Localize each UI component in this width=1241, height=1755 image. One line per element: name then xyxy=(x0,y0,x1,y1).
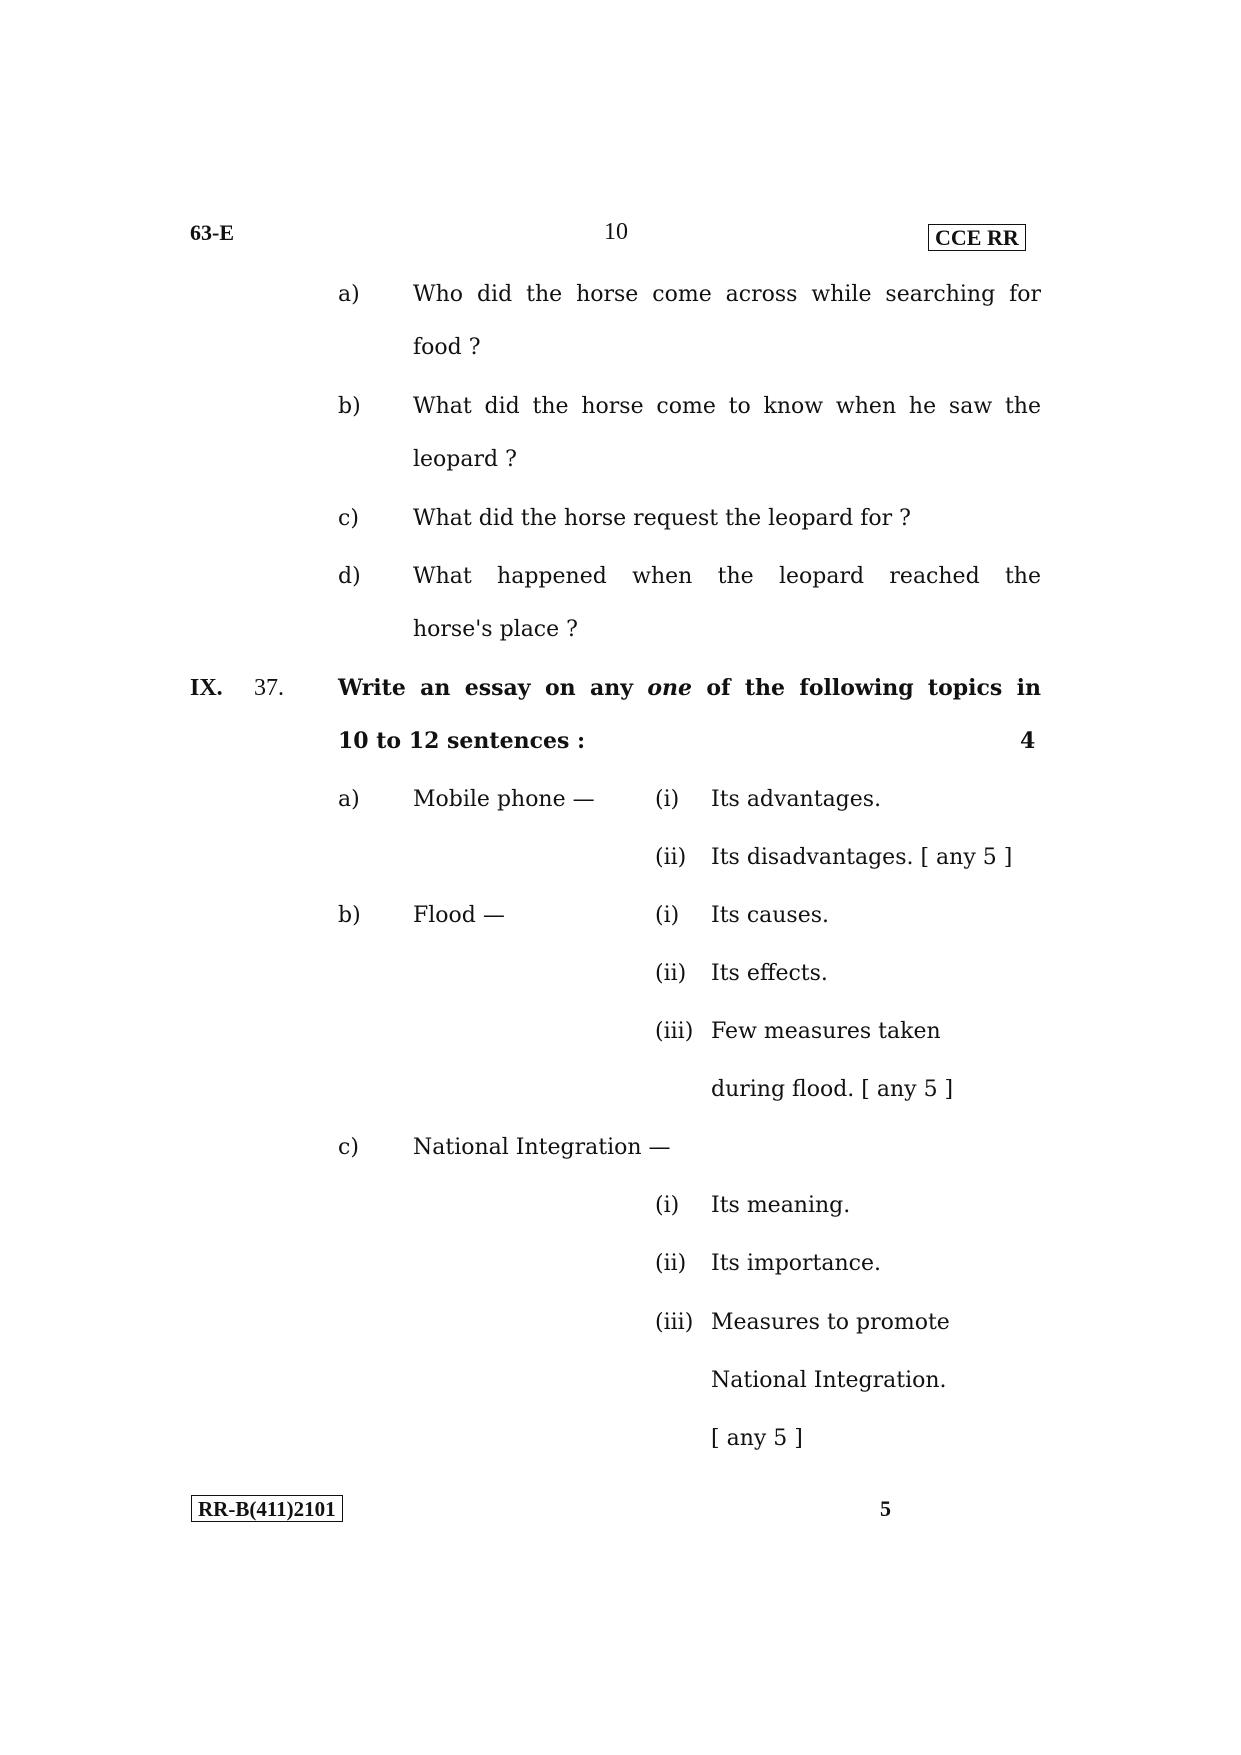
point-text-continued: National Integration. xyxy=(711,1368,947,1393)
essay-instruction-line2: 10 to 12 sentences : xyxy=(338,728,586,754)
question-text: Who did the horse come across while searching for xyxy=(413,282,1041,307)
instruction-part: Write an essay on any xyxy=(338,675,648,701)
instruction-emphasis: one xyxy=(647,675,693,701)
question-label: c) xyxy=(338,506,359,531)
point-text: Its causes. xyxy=(711,903,830,928)
section-number: IX. xyxy=(190,675,223,701)
point-number: (i) xyxy=(655,787,680,812)
question-label: b) xyxy=(338,394,361,419)
marks: 4 xyxy=(1020,728,1036,754)
topic-label: c) xyxy=(338,1135,359,1160)
paper-code: 63-E xyxy=(190,220,234,245)
point-text-continued: [ any 5 ] xyxy=(711,1426,803,1451)
topic-label: a) xyxy=(338,787,360,812)
essay-instruction xyxy=(338,675,1041,701)
point-number: (i) xyxy=(655,903,680,928)
question-label: a) xyxy=(338,282,360,307)
question-text: What did the horse request the leopard for ? xyxy=(413,506,911,531)
topic-title: Mobile phone — xyxy=(413,787,595,812)
point-text: Its advantages. xyxy=(711,787,882,812)
topic-label: b) xyxy=(338,903,361,928)
point-text: Its meaning. xyxy=(711,1193,851,1218)
exam-code-box: CCE RR xyxy=(928,224,1026,251)
question-label: d) xyxy=(338,564,361,589)
point-number: (ii) xyxy=(655,961,687,986)
footer-code-box: RR-B(411)2101 xyxy=(191,1495,343,1522)
point-text: Its disadvantages. [ any 5 ] xyxy=(711,845,1013,870)
topic-title: National Integration — xyxy=(413,1135,671,1160)
point-text: Few measures taken xyxy=(711,1019,941,1044)
page-number: 10 xyxy=(604,219,628,245)
point-number: (i) xyxy=(655,1193,680,1218)
question-text-continued: food ? xyxy=(413,335,481,360)
question-text: What did the horse come to know when he saw the xyxy=(413,394,1041,419)
footer-number: 5 xyxy=(880,1496,891,1521)
point-number: (iii) xyxy=(655,1310,694,1335)
point-text: Its effects. xyxy=(711,961,828,986)
question-text-continued: horse's place ? xyxy=(413,617,578,642)
question-text-continued: leopard ? xyxy=(413,447,517,472)
point-text-continued: during flood. [ any 5 ] xyxy=(711,1077,954,1102)
point-number: (iii) xyxy=(655,1019,694,1044)
question-number: 37. xyxy=(254,675,284,701)
point-number: (ii) xyxy=(655,1251,687,1276)
question-text: What happened when the leopard reached the xyxy=(413,564,1041,589)
point-text: Measures to promote xyxy=(711,1310,950,1335)
point-number: (ii) xyxy=(655,845,687,870)
point-text: Its importance. xyxy=(711,1251,882,1276)
topic-title: Flood — xyxy=(413,903,505,928)
instruction-part: of the following topics in xyxy=(692,675,1041,701)
